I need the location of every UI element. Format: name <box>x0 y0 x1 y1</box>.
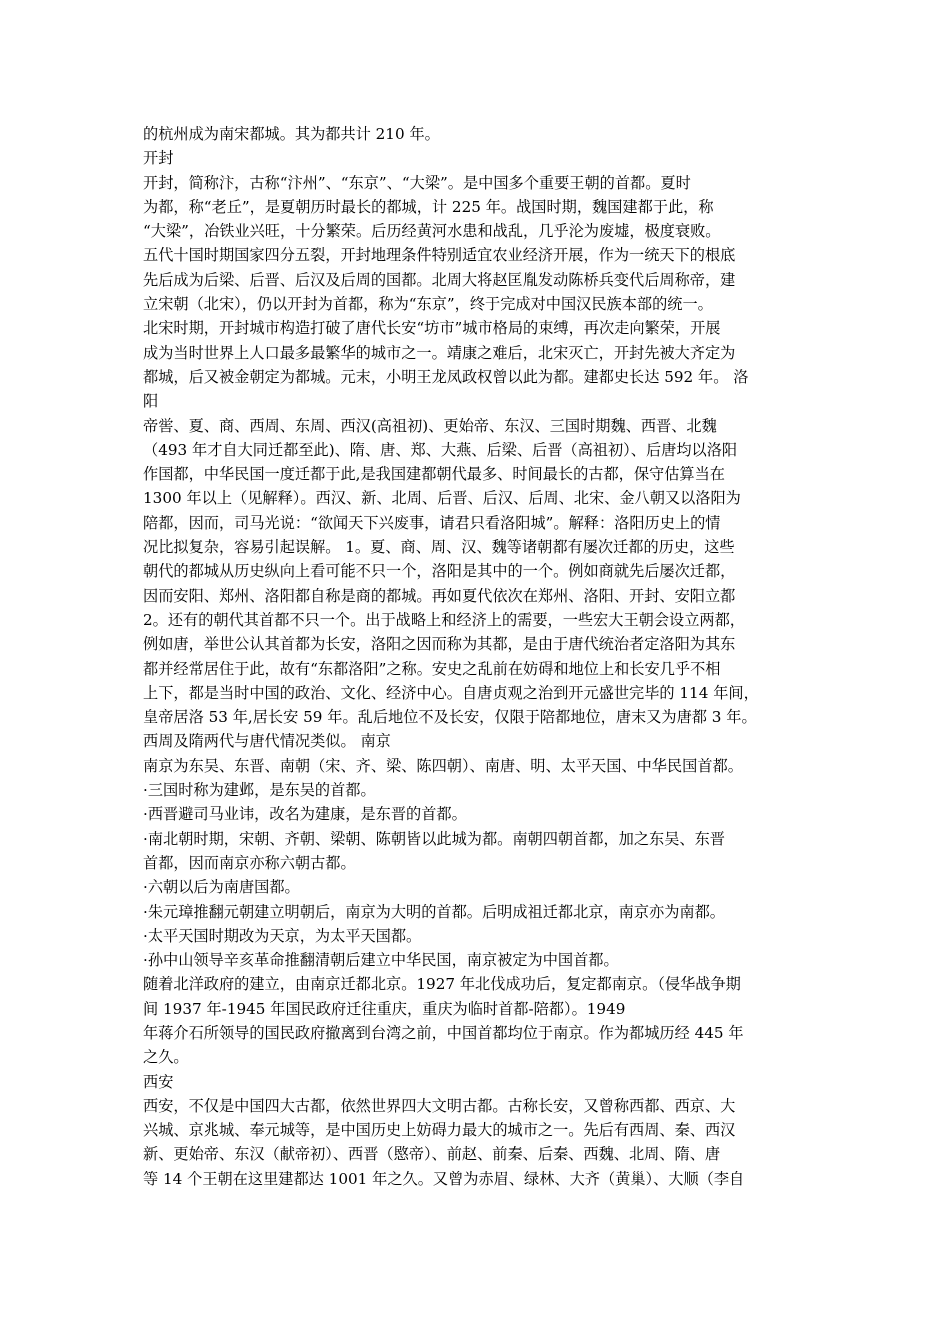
text-line: 都城，后又被金朝定为都城。元末，小明王龙凤政权曾以此为都。建都史长达 592 年。 洛 <box>143 367 749 386</box>
text-line: 西周及隋两代与唐代情况类似。 南京 <box>143 732 391 751</box>
text-line: ·三国时称为建邺，是东吴的首都。 <box>143 781 376 800</box>
text-line: 况比拟复杂，容易引起误解。 1。夏、商、周、汉、魏等诸朝都有屡次迁都的历史，这些 <box>143 538 735 557</box>
text-line: 西安，不仅是中国四大古都，依然世界四大文明古都。古称长安，又曾称西都、西京、大 <box>143 1096 736 1115</box>
text-line: 随着北洋政府的建立，由南京迁都北京。1927 年北伐成功后，复定都南京。（侵华战争期 <box>143 975 741 994</box>
text-line: 之久。 <box>143 1048 189 1067</box>
text-line: 朝代的都城从历史纵向上看可能不只一个，洛阳是其中的一个。例如商就先后屡次迁都， <box>143 562 736 581</box>
text-line: 帝喾、夏、商、西周、东周、西汉(高祖初)、更始帝、东汉、三国时期魏、西晋、北魏 <box>143 416 717 435</box>
text-line: 作国都，中华民国一度迁都于此,是我国建都朝代最多、时间最长的古都，保守估算当在 <box>143 465 725 484</box>
text-line: 例如唐，举世公认其首都为长安，洛阳之因而称为其都，是由于唐代统治者定洛阳为其东 <box>143 635 736 654</box>
text-line: （493 年才自大同迁都至此)、隋、唐、郑、大燕、后梁、后晋（高祖初）、后唐均以洛阳 <box>143 440 738 459</box>
text-line: 的杭州成为南宋都城。其为都共计 210 年。 <box>143 125 440 143</box>
text-line: 新、更始帝、东汉（献帝初）、西晋（愍帝）、前赵、前秦、后秦、西魏、北周、隋、唐 <box>143 1145 721 1164</box>
text-line: 西安 <box>143 1072 174 1091</box>
text-line: 五代十国时期国家四分五裂，开封地理条件特别适宜农业经济开展，作为一统天下的根底 <box>143 246 736 265</box>
text-line: 为都，称“老丘”，是夏朝历时最长的都城，计 225 年。战国时期，魏国建都于此，称 <box>143 197 714 216</box>
text-line: 兴城、京兆城、奉元城等，是中国历史上妨碍力最大的城市之一。先后有西周、秦、西汉 <box>143 1121 736 1140</box>
text-line: 陪都，因而，司马光说：“欲闻天下兴废事，请君只看洛阳城”。解释：洛阳历史上的情 <box>143 513 721 532</box>
text-line: ·六朝以后为南唐国都。 <box>143 878 300 897</box>
text-line: 首都，因而南京亦称六朝古都。 <box>143 853 356 872</box>
text-line: 立宋朝（北宋），仍以开封为首都，称为“东京”，终于完成对中国汉民族本部的统一。 <box>143 295 713 314</box>
text-line: 都并经常居住于此，故有“东都洛阳”之称。安史之乱前在妨碍和地位上和长安几乎不相 <box>143 659 721 678</box>
text-line: 年蒋介石所领导的国民政府撤离到台湾之前，中国首都均位于南京。作为都城历经 445 年 <box>143 1023 744 1042</box>
text-line: ·西晋避司马业讳，改名为建康，是东晋的首都。 <box>143 805 467 824</box>
text-line: 先后成为后梁、后晋、后汉及后周的国都。北周大将赵匡胤发动陈桥兵变代后周称帝，建 <box>143 270 736 289</box>
text-line: 皇帝居洛 53 年,居长安 59 年。乱后地位不及长安，仅限于陪都地位，唐末又为唐都 3 年。 <box>143 708 757 727</box>
text-line: 等 14 个王朝在这里建都达 1001 年之久。又曾为赤眉、绿林、大齐（黄巢）、大顺（李自 <box>143 1169 745 1188</box>
text-line: ·南北朝时期，宋朝、齐朝、梁朝、陈朝皆以此城为都。南朝四朝首都，加之东吴、东晋 <box>143 829 725 848</box>
text-line: ·太平天国时期改为天京，为太平天国都。 <box>143 926 422 945</box>
text-line: 1300 年以上（见解释）。西汉、新、北周、后晋、后汉、后周、北宋、金八朝又以洛阳为 <box>143 489 741 508</box>
text-line: 阳 <box>143 392 159 411</box>
text-line: 间 1937 年-1945 年国民政府迁往重庆，重庆为临时首都-陪都）。1949 <box>143 999 626 1018</box>
text-line: 开封 <box>143 149 174 168</box>
text-line: 开封，简称汴，古称“汴州”、“东京”、“大梁”。是中国多个重要王朝的首都。夏时 <box>143 173 691 192</box>
text-line: 因而安阳、郑州、洛阳都自称是商的都城。再如夏代依次在郑州、洛阳、开封、安阳立都 <box>143 586 736 605</box>
text-line: 北宋时期，开封城市构造打破了唐代长安“坊市”城市格局的束缚，再次走向繁荣，开展 <box>143 319 721 338</box>
text-line: 成为当时世界上人口最多最繁华的城市之一。靖康之难后，北宋灭亡，开封先被大齐定为 <box>143 343 736 362</box>
text-line: 南京为东吴、东晋、南朝（宋、齐、梁、陈四朝）、南唐、明、太平天国、中华民国首都。 <box>143 756 743 775</box>
text-line: ·孙中山领导辛亥革命推翻清朝后建立中华民国，南京被定为中国首都。 <box>143 951 619 970</box>
text-line: ·朱元璋推翻元朝建立明朝后，南京为大明的首都。后明成祖迁都北京，南京亦为南都。 <box>143 902 725 921</box>
document-body <box>143 122 823 1191</box>
text-line: 上下，都是当时中国的政治、文化、经济中心。自唐贞观之治到开元盛世完毕的 114 年间， <box>143 683 759 702</box>
text-line: 2。还有的朝代其首都不只一个。出于战略上和经济上的需要，一些宏大王朝会设立两都， <box>143 610 745 629</box>
text-line: “大梁”，冶铁业兴旺，十分繁荣。后历经黄河水患和战乱，几乎沦为废墟，极度衰败。 <box>143 222 721 241</box>
